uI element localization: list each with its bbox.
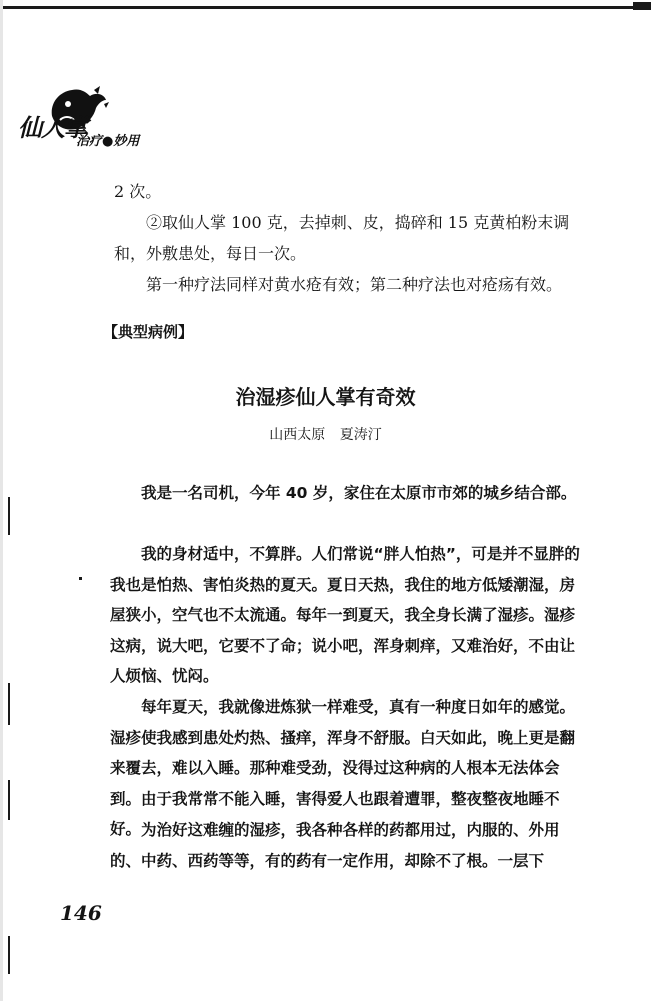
article-paragraph: 每年夏天，我就像进炼狱一样难受，真有一种度日如年的感觉。湿疹使我感到患处灼热、搔痒，浑身不舒服。白天如此，晚上更是翻来覆去，难以入睡。那种难受劲，没得过这种病的人根本无法体会到。由于我常常不能入睡，害得爱人也跟着遭罪，整夜整夜地睡不好。 <box>110 698 576 838</box>
top-rule-corner <box>633 2 651 10</box>
article-paragraph: 我的身材适中，不算胖。人们常说“胖人怕热”，可是并不显胖的我也是怕热、害怕炎热的夏天。夏日天热，我住的地方低矮潮湿，房屋狭小，空气也不太流通。每年一到夏天，我全身长满了湿疹。湿疹这病，说大吧，它要不了命；说小吧，浑身刺痒，又难治好，不由让人烦恼、忧闷。 <box>110 545 580 685</box>
article-paragraph: 为治好这难缠的湿疹，我各种各样的药都用过，内服的、外用的、中药、西药等等，有的药有一定作用，却除不了根。一层下 <box>110 821 560 870</box>
remedy-note-paragraph: 第一种疗法同样对黄水疮有效；第二种疗法也对疮疡有效。 <box>146 275 563 294</box>
print-speck <box>79 577 82 580</box>
edge-mark <box>8 936 10 974</box>
edge-mark <box>8 683 10 725</box>
edge-mark <box>8 780 10 820</box>
section-heading: 【典型病例】 <box>103 323 194 341</box>
article-paragraph: 我是一名司机，今年 40 岁，家住在太原市市郊的城乡结合部。 <box>141 484 577 502</box>
article-title: 治湿疹仙人掌有奇效 <box>235 385 416 409</box>
top-rule <box>0 6 651 9</box>
book-logo <box>16 84 206 154</box>
logo-title: 仙人掌 <box>18 113 87 142</box>
page-left-edge <box>0 0 3 1001</box>
logo-subtitle: 治疗●妙用 <box>76 134 140 149</box>
edge-mark <box>8 497 10 535</box>
article-byline: 山西太原 夏涛汀 <box>269 427 382 443</box>
remedy-paragraph: ②取仙人掌 100 克，去掉刺、皮，捣碎和 15 克黄柏粉末调和，外敷患处，每日一次。 <box>114 213 570 263</box>
continuation-line: 2 次。 <box>114 182 162 201</box>
page-number: 146 <box>60 901 102 925</box>
